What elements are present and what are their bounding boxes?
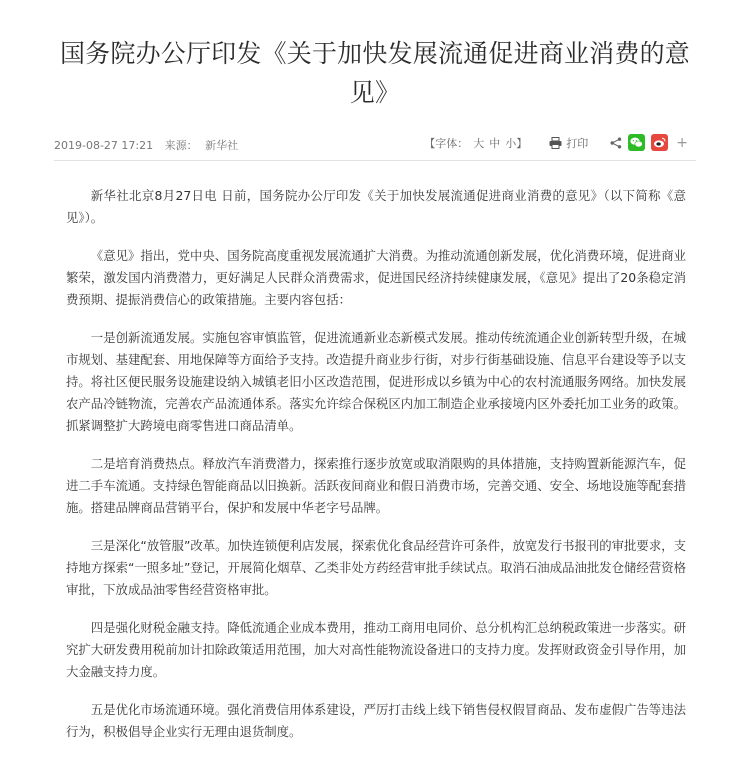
article-tools	[424, 134, 688, 151]
font-size-close: 】	[516, 136, 528, 150]
paragraph: 《意见》指出，党中央、国务院高度重视发展流通扩大消费。为推动流通创新发展，优化消费环境，促进商业繁荣，激发国内消费潜力，更好满足人民群众消费需求，促进国民经济持续健康发展，《意见》提出了20条稳定消费预期、提振消费信心的政策措施。主要内容包括：	[66, 248, 686, 307]
share-icon[interactable]	[610, 137, 622, 149]
article-title: 国务院办公厅印发《关于加快发展流通促进商业消费的意见》	[59, 39, 690, 107]
wechat-icon[interactable]	[628, 134, 645, 151]
paragraph: 四是强化财税金融支持。降低流通企业成本费用，推动工商用电同价、总分机构汇总纳税政策进一步落实。研究扩大研发费用税前加计扣除政策适用范围，加大对高性能物流设备进口的支持力度。发挥财政资金引导作用，加大金融支持力度。	[66, 620, 686, 679]
article-info	[54, 137, 238, 153]
paragraph: 一是创新流通发展。实施包容审慎监管，促进流通新业态新模式发展。推动传统流通企业创新转型升级，在城市规划、基建配套、用地保障等方面给予支持。改造提升商业步行街，对步行街基础设施、信息平台建设等予以支持。将社区便民服务设施建设纳入城镇老旧小区改造范围，促进形成以乡镇为中心的农村流通服务网络。加快发展农产品冷链物流，完善农产品流通体系。落实允许综合保税区内加工制造企业承接境内区外委托加工业务的政策。抓紧调整扩大跨境电商零售进口商品清单。	[66, 330, 686, 433]
article-body	[54, 185, 696, 743]
more-share-icon[interactable]: +	[676, 134, 688, 151]
font-size-medium[interactable]: 中	[489, 136, 501, 150]
source-label: 来源：	[164, 139, 198, 152]
paragraph: 五是优化市场流通环境。强化消费信用体系建设，严厉打击线上线下销售侵权假冒商品、发布虚假广告等违法行为，积极倡导企业实行无理由退货制度。	[66, 702, 686, 739]
font-size-large[interactable]: 大	[473, 136, 485, 150]
paragraph: 二是培育消费热点。释放汽车消费潜力，探索推行逐步放宽或取消限购的具体措施，支持购置新能源汽车，促进二手车流通。支持绿色智能商品以旧换新。活跃夜间商业和假日消费市场，完善交通、安全、场地设施等配套措施。搭建品牌商品营销平台，保护和发展中华老字号品牌。	[66, 456, 686, 515]
paragraph: 三是深化“放管服”改革。加快连锁便利店发展，探索优化食品经营许可条件，放宽发行书报刊的审批要求，支持地方探索“一照多址”登记，开展简化烟草、乙类非处方药经营审批手续试点。取消石油成品油批发仓储经营资格审批，下放成品油零售经营资格审批。	[66, 538, 686, 597]
printer-icon	[549, 137, 562, 149]
paragraph: 新华社北京8月27日电 日前，国务院办公厅印发《关于加快发展流通促进商业消费的意见》（以下简称《意见》）。	[66, 188, 686, 225]
article-meta-bar	[54, 134, 696, 161]
source-name: 新华社	[205, 139, 239, 152]
font-size-small[interactable]: 小	[505, 136, 517, 150]
article	[54, 0, 696, 759]
publish-date: 2019-08-27 17:21	[54, 139, 154, 152]
font-size-selector	[424, 135, 527, 151]
weibo-icon[interactable]	[651, 134, 668, 151]
print-button[interactable]	[549, 135, 588, 151]
font-size-label: 【字体：	[424, 136, 469, 150]
print-label: 打印	[566, 136, 589, 150]
